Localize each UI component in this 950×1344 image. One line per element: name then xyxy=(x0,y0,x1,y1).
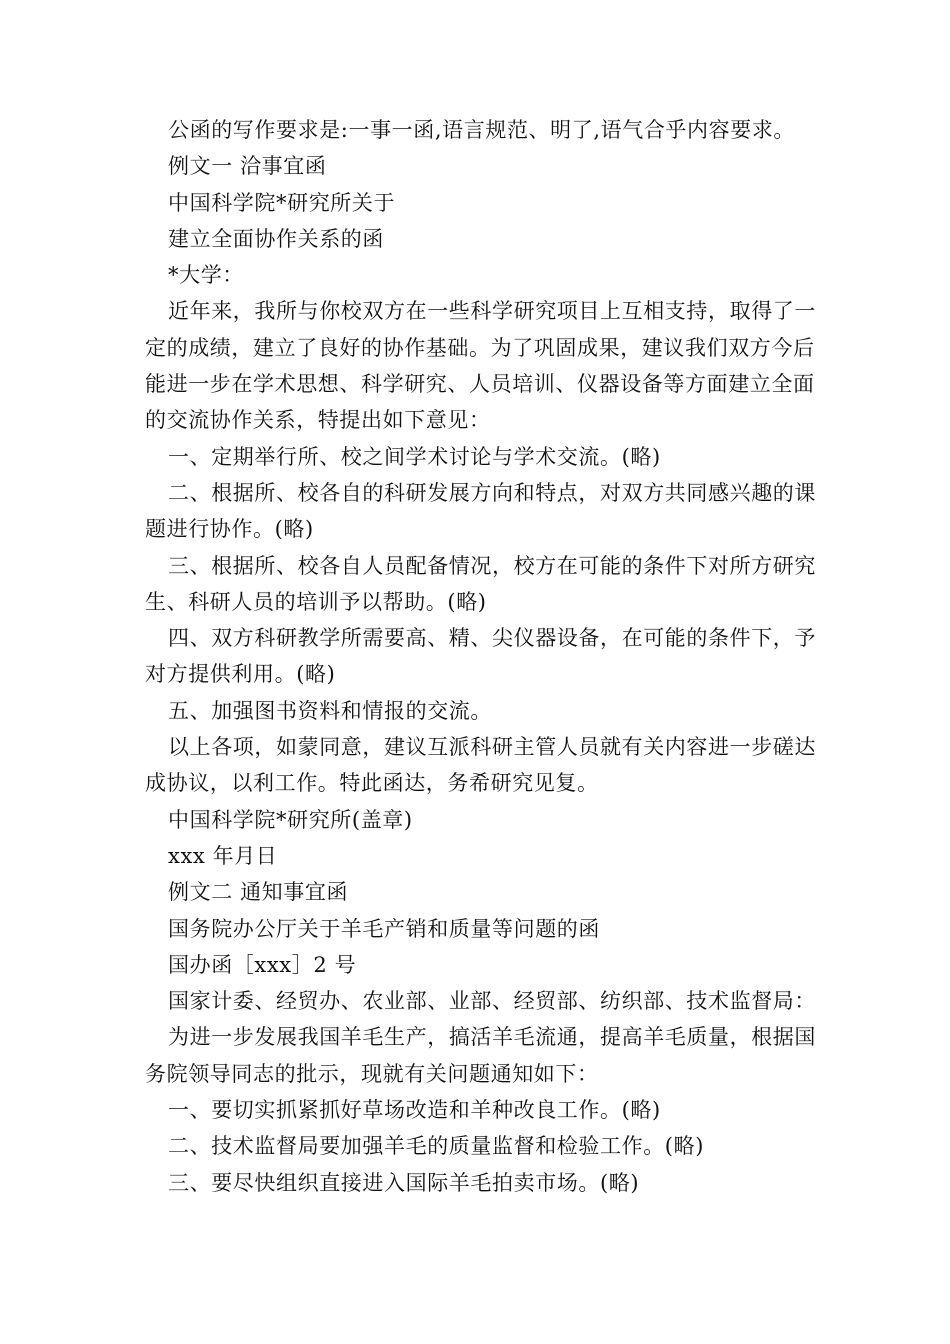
example-one-heading: 例文一 洽事宜函 xyxy=(168,154,327,179)
closing-paragraph: 以上各项，如蒙同意，建议互派科研主管人员就有关内容进一步磋达成协议，以利工作。特此函达，务希研究见复。 xyxy=(145,735,816,796)
item-four: 四、双方科研教学所需要高、精、尖仪器设备，在可能的条件下，予对方提供利用。(略) xyxy=(145,626,816,687)
document-body xyxy=(145,112,825,1201)
example-two-heading: 例文二 通知事宜函 xyxy=(168,880,349,905)
letter-title-line-1: 中国科学院*研究所关于 xyxy=(168,190,396,215)
recipient-line: *大学： xyxy=(168,263,244,288)
notice-item-one: 一、要切实抓紧抓好草场改造和羊种改良工作。(略) xyxy=(168,1098,661,1123)
intro-line: 公函的写作要求是:一事一函,语言规范、明了,语气合乎内容要求。 xyxy=(168,118,796,142)
notice-item-two: 二、技术监督局要加强羊毛的质量监督和检验工作。(略) xyxy=(168,1134,704,1159)
item-five: 五、加强图书资料和情报的交流。 xyxy=(168,698,492,723)
item-one: 一、定期举行所、校之间学术讨论与学术交流。(略) xyxy=(168,444,661,469)
body-paragraph-1: 近年来，我所与你校双方在一些科学研究项目上互相支持，取得了一定的成绩，建立了良好的协作基础。为了巩固成果，建议我们双方今后能进一步在学术思想、科学研究、人员培训、仪器设备等方面建立全面的交流协作关系，特提出如下意见： xyxy=(145,299,816,433)
notice-item-three: 三、要尽快组织直接进入国际羊毛拍卖市场。(略) xyxy=(168,1170,640,1195)
item-three: 三、根据所、校各自人员配备情况，校方在可能的条件下对所方研究生、科研人员的培训予以帮助。(略) xyxy=(145,553,816,614)
signature-line: 中国科学院*研究所(盖章) xyxy=(168,807,413,832)
item-two: 二、根据所、校各自的科研发展方向和特点，对双方共同感兴趣的课题进行协作。(略) xyxy=(145,480,816,542)
document-number: 国办函［xxx］2 号 xyxy=(168,952,357,977)
letter-two-title: 国务院办公厅关于羊毛产销和质量等问题的函 xyxy=(168,916,600,941)
letter-title-line-2: 建立全面协作关系的函 xyxy=(168,226,384,251)
recipients-two: 国家计委、经贸办、农业部、业部、经贸部、纺织部、技术监督局： xyxy=(168,989,816,1014)
date-line: xxx 年月日 xyxy=(168,843,278,868)
body-paragraph-2: 为进一步发展我国羊毛生产，搞活羊毛流通，提高羊毛质量，根据国务院领导同志的批示，现就有关问题通知如下： xyxy=(145,1025,816,1086)
